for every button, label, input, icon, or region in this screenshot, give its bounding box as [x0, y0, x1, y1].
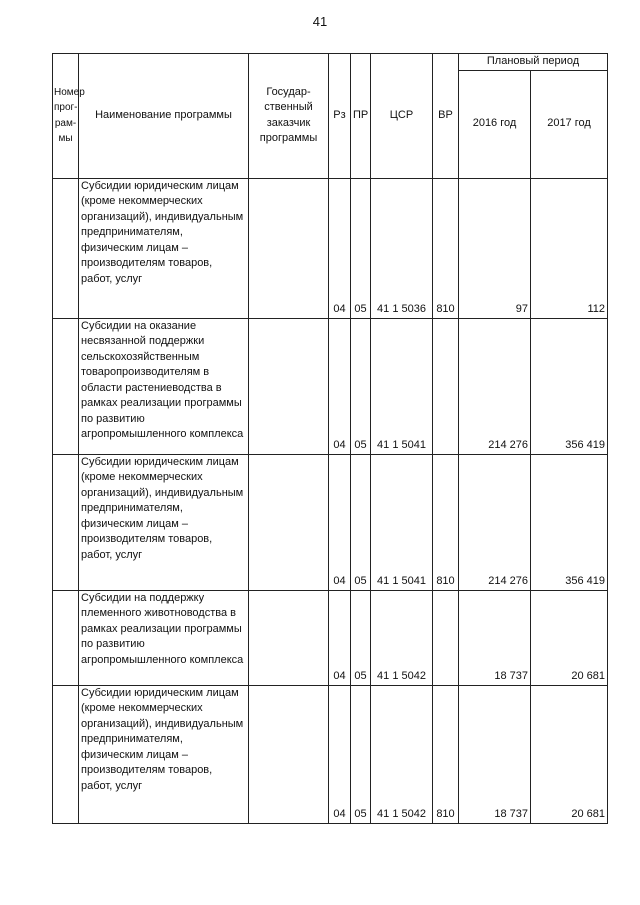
row-number	[53, 178, 79, 318]
header-year-2016: 2016 год	[459, 70, 531, 178]
table-row	[53, 590, 608, 685]
row-customer	[249, 454, 329, 590]
row-csr: 41 1 5042	[371, 590, 433, 685]
row-2017: 20 681	[531, 685, 608, 823]
row-rz: 04	[329, 454, 351, 590]
row-rz: 04	[329, 685, 351, 823]
header-name: Наименование программы	[79, 54, 249, 179]
row-number	[53, 318, 79, 454]
header-customer: Государ-ственный заказчик программы	[249, 54, 329, 179]
table-row	[53, 178, 608, 318]
row-vr: 810	[433, 178, 459, 318]
header-year-2017: 2017 год	[531, 70, 608, 178]
row-csr: 41 1 5041	[371, 318, 433, 454]
row-customer	[249, 685, 329, 823]
table-row	[53, 454, 608, 590]
header-planned-period: Плановый период	[459, 54, 608, 71]
row-pr: 05	[351, 318, 371, 454]
page-number: 41	[312, 14, 328, 29]
row-2016: 97	[459, 178, 531, 318]
row-pr: 05	[351, 685, 371, 823]
row-rz: 04	[329, 318, 351, 454]
row-name: Субсидии юридическим лицам (кроме некоммерческих организаций), индивидуальным предпринимателям, физическим лицам – производителям товаров, работ, услуг	[79, 454, 249, 590]
row-csr: 41 1 5042	[371, 685, 433, 823]
row-vr: 810	[433, 685, 459, 823]
row-vr: 810	[433, 454, 459, 590]
row-pr: 05	[351, 178, 371, 318]
row-number	[53, 685, 79, 823]
row-vr	[433, 318, 459, 454]
table-header	[53, 54, 608, 179]
budget-table	[52, 53, 608, 824]
row-name: Субсидии на поддержку племенного животноводства в рамках реализации программы по развитию агропромышленного комплекса	[79, 590, 249, 685]
row-rz: 04	[329, 178, 351, 318]
row-2017: 20 681	[531, 590, 608, 685]
row-csr: 41 1 5036	[371, 178, 433, 318]
header-csr: ЦСР	[371, 54, 433, 179]
row-pr: 05	[351, 454, 371, 590]
row-name: Субсидии на оказание несвязанной поддержки сельскохозяйственным товаропроизводителям в области растениеводства в рамках реализации программы по развитию агропромышленного комплекса	[79, 318, 249, 454]
row-name: Субсидии юридическим лицам (кроме некоммерческих организаций), индивидуальным предпринимателям, физическим лицам – производителям товаров, работ, услуг	[79, 178, 249, 318]
row-2017: 112	[531, 178, 608, 318]
header-vr: ВР	[433, 54, 459, 179]
row-2017: 356 419	[531, 454, 608, 590]
header-pr: ПР	[351, 54, 371, 179]
row-number	[53, 454, 79, 590]
row-pr: 05	[351, 590, 371, 685]
row-number	[53, 590, 79, 685]
row-customer	[249, 318, 329, 454]
row-customer	[249, 590, 329, 685]
header-number: Номер прог-рам-мы	[53, 54, 79, 179]
row-customer	[249, 178, 329, 318]
row-2016: 18 737	[459, 685, 531, 823]
row-name: Субсидии юридическим лицам (кроме некоммерческих организаций), индивидуальным предпринимателям, физическим лицам – производителям товаров, работ, услуг	[79, 685, 249, 823]
table-row	[53, 318, 608, 454]
row-rz: 04	[329, 590, 351, 685]
row-2017: 356 419	[531, 318, 608, 454]
row-2016: 214 276	[459, 454, 531, 590]
row-2016: 214 276	[459, 318, 531, 454]
header-rz: Рз	[329, 54, 351, 179]
table-body	[53, 178, 608, 823]
row-vr	[433, 590, 459, 685]
row-2016: 18 737	[459, 590, 531, 685]
table-row	[53, 685, 608, 823]
row-csr: 41 1 5041	[371, 454, 433, 590]
